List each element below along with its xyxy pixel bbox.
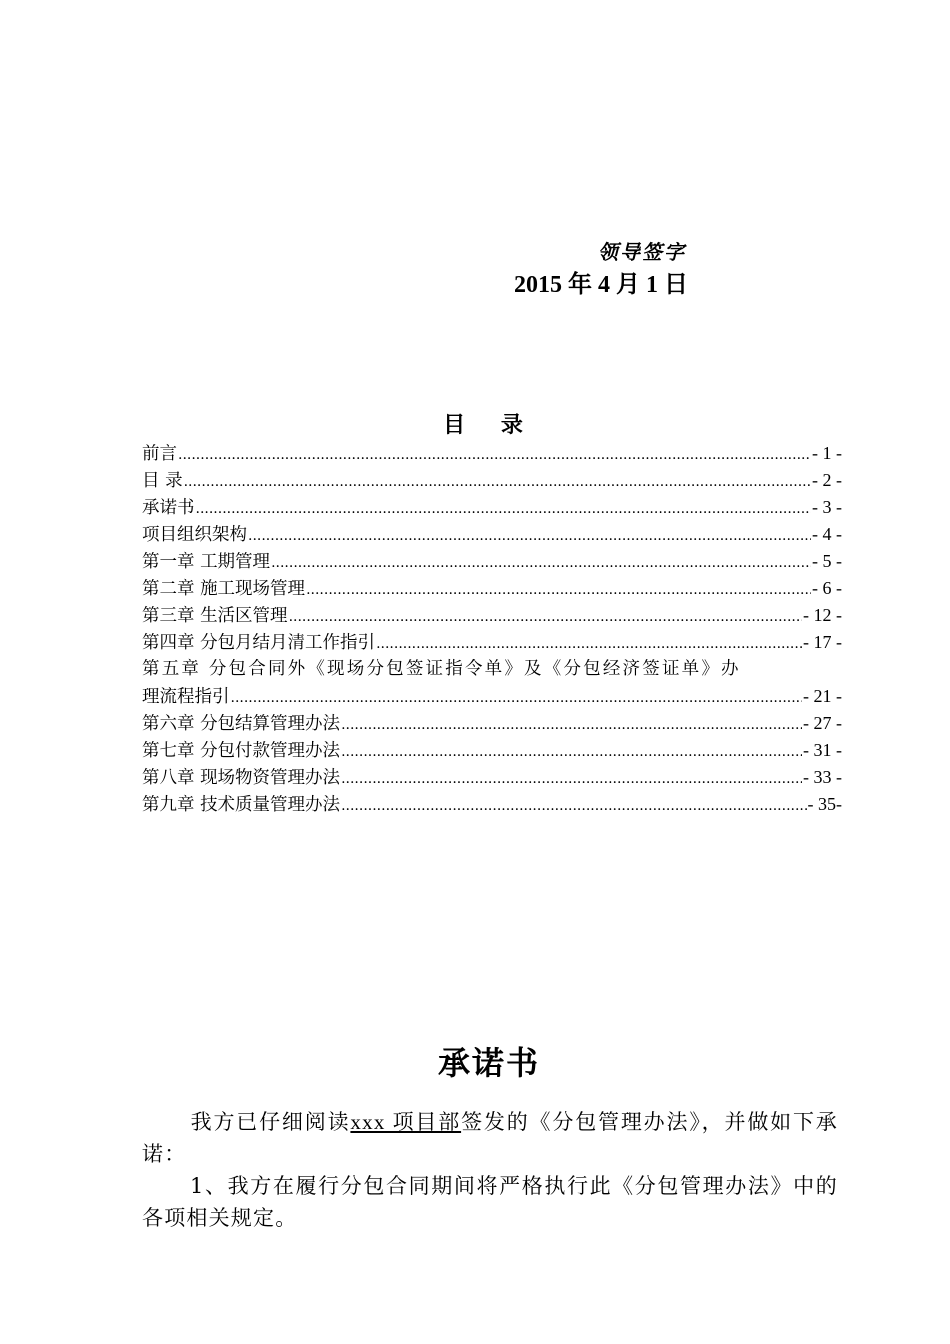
project-department-name: xxx 项目部 xyxy=(350,1110,462,1134)
toc-label-line1: 第五章 分包合同外《现场分包签证指令单》及《分包经济签证单》办 xyxy=(142,659,741,679)
toc-page-number: - 1 - xyxy=(812,443,842,463)
toc-page-number: - 35- xyxy=(807,794,842,814)
toc-entry[interactable] xyxy=(142,521,842,548)
toc-leader xyxy=(341,793,806,820)
commitment-heading: 承诺书 xyxy=(437,1044,540,1082)
toc-leader xyxy=(184,469,811,496)
leader-signature: 领导签字 xyxy=(598,240,686,264)
toc-title: 目 录 xyxy=(443,412,537,438)
commitment-paragraph-2 xyxy=(142,1170,838,1234)
para1-after: 签发的《分包管理办法》，并做如下承诺： xyxy=(142,1110,838,1166)
toc-leader xyxy=(271,550,811,577)
toc-page-number: - 12 - xyxy=(803,605,842,625)
toc-label: 第六章 分包结算管理办法 xyxy=(142,714,341,734)
toc-label: 第七章 分包付款管理办法 xyxy=(142,741,341,761)
toc-entry[interactable] xyxy=(142,467,842,494)
toc-label: 第一章 工期管理 xyxy=(142,552,271,572)
toc-label: 目 录 xyxy=(142,471,183,491)
toc-leader xyxy=(341,739,802,766)
toc-leader xyxy=(248,523,811,550)
toc-leader xyxy=(341,766,802,793)
toc-page-number: - 33 - xyxy=(803,767,842,787)
toc-page-number: - 6 - xyxy=(812,578,842,598)
toc-entry[interactable] xyxy=(142,602,842,629)
toc-page-number: - 27 - xyxy=(803,713,842,733)
para1-before: 我方已仔细阅读 xyxy=(190,1110,351,1134)
toc-leader xyxy=(196,496,812,523)
toc-page-number: - 5 - xyxy=(812,551,842,571)
toc-page-number: - 2 - xyxy=(812,470,842,490)
toc-entry[interactable] xyxy=(142,575,842,602)
toc-page-number: - 4 - xyxy=(812,524,842,544)
toc-label: 项目组织架构 xyxy=(142,525,247,545)
toc-entry[interactable] xyxy=(142,629,842,656)
commitment-paragraph-1 xyxy=(142,1106,838,1170)
toc-label: 第二章 施工现场管理 xyxy=(142,579,306,599)
toc-leader xyxy=(231,685,803,712)
toc-page-number: - 31 - xyxy=(803,740,842,760)
toc-leader xyxy=(289,604,802,631)
para2-text: 1、我方在履行分包合同期间将严格执行此《分包管理办法》中的各项相关规定。 xyxy=(142,1174,838,1230)
toc-leader xyxy=(306,577,811,604)
toc-entry[interactable] xyxy=(142,656,842,710)
toc-leader xyxy=(376,631,802,658)
toc-label: 前言 xyxy=(142,444,177,464)
toc-entry[interactable] xyxy=(142,737,842,764)
toc-label: 第九章 技术质量管理办法 xyxy=(142,795,341,815)
toc-label: 承诺书 xyxy=(142,498,195,518)
toc-leader xyxy=(178,442,811,469)
toc-page-number: - 3 - xyxy=(812,497,842,517)
toc-entry[interactable] xyxy=(142,710,842,737)
toc-entry[interactable] xyxy=(142,764,842,791)
toc-leader xyxy=(341,712,802,739)
toc-label: 第四章 分包月结月清工作指引 xyxy=(142,633,376,653)
toc-label: 第八章 现场物资管理办法 xyxy=(142,768,341,788)
signature-date: 2015 年 4 月 1 日 xyxy=(514,272,688,298)
toc-page-number: - 17 - xyxy=(803,632,842,652)
toc-page-number: - 21 - xyxy=(803,686,842,706)
toc-entry[interactable] xyxy=(142,791,842,818)
toc-label: 第三章 生活区管理 xyxy=(142,606,288,626)
toc-entry[interactable] xyxy=(142,548,842,575)
table-of-contents xyxy=(142,440,842,818)
toc-label: 理流程指引 xyxy=(142,687,230,707)
toc-entry[interactable] xyxy=(142,440,842,467)
toc-entry[interactable] xyxy=(142,494,842,521)
